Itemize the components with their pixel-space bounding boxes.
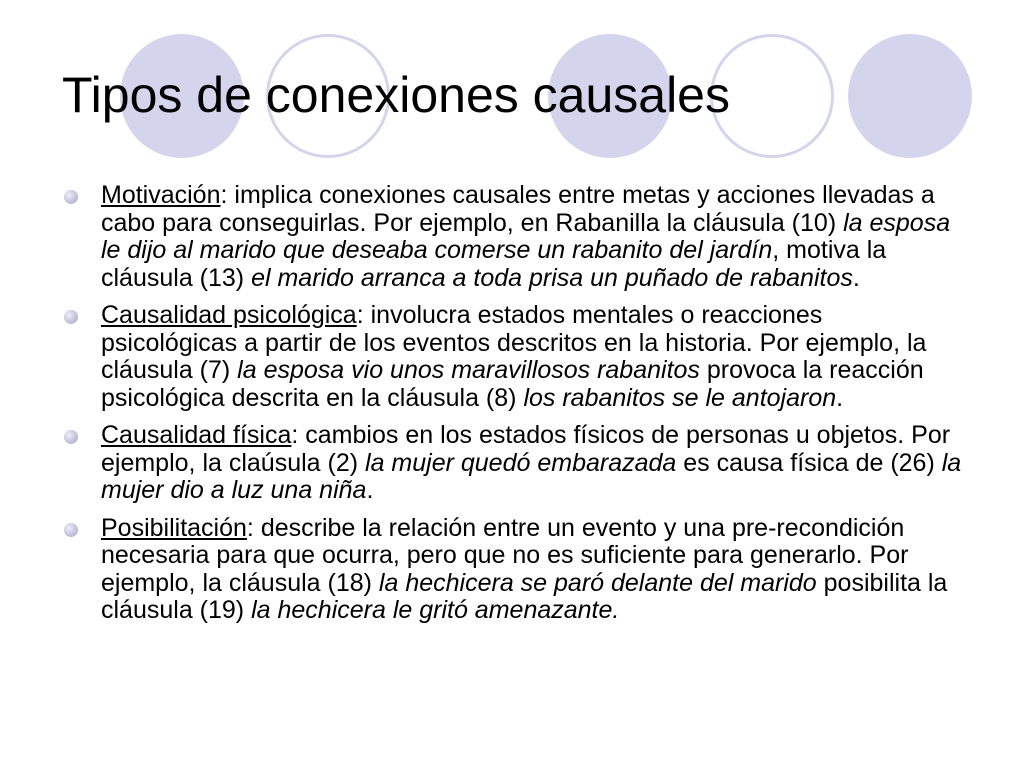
- bullet-example-text: los rabanitos se le antojaron: [523, 383, 837, 412]
- bullet-text: provoca la reacción psicológica descrita en la cláusula (8): [101, 356, 924, 412]
- bullet-text: .: [852, 263, 860, 292]
- bullet-item: [62, 422, 962, 505]
- bullet-text: : cambios en los estados físicos de personas u objetos. Por ejemplo, la claúsula (2): [101, 421, 951, 477]
- slide-title: Tipos de conexiones causales: [62, 67, 730, 123]
- bullet-text: : implica conexiones causales entre metas y acciones llevadas a cabo para conseguirlas. Por ejemplo, en Rabanilla la cláusula (10): [101, 181, 935, 237]
- bullet-text: : involucra estados mentales o reacciones psicológicas a partir de los eventos descritos en la historia. Por ejemplo, la cláusula (7): [101, 301, 927, 384]
- bullet-dot-icon: [64, 190, 78, 204]
- bullet-text: : describe la relación entre un evento y una pre-recondición necesaria para que ocurra, pero que no es suficiente para generarlo. Por ejemplo, la cláusula (18): [101, 513, 909, 597]
- bullet-text: , motiva la cláusula (13): [101, 236, 887, 292]
- bullet-example-text: la esposa vio unos maravillosos rabanitos: [237, 356, 700, 384]
- bullet-term: Causalidad física: [101, 421, 292, 449]
- bullet-dot-icon: [64, 523, 78, 537]
- bullet-item: [62, 182, 962, 292]
- bullet-list: [62, 182, 962, 635]
- bullet-term: Causalidad psicológica: [101, 301, 357, 329]
- bullet-dot-icon: [64, 310, 78, 324]
- bullet-text: posibilita la cláusula (19): [101, 568, 948, 624]
- bullet-text: .: [836, 383, 844, 412]
- bullet-term: Motivación: [101, 181, 221, 209]
- bullet-dot-icon: [64, 430, 78, 444]
- bullet-example-text: la esposa le dijo al marido que deseaba comerse un rabanito del jardín: [101, 208, 951, 264]
- bullet-example-text: la hechicera se paró delante del marido: [378, 568, 817, 597]
- bullet-example-text: la mujer dio a luz una niña: [101, 448, 962, 504]
- bullet-example-text: la mujer quedó embarazada: [365, 448, 677, 477]
- bullet-item: [62, 302, 962, 412]
- bullet-item: [62, 515, 962, 625]
- bullet-text: es causa física de (26): [676, 448, 942, 477]
- bullet-text: .: [366, 476, 374, 504]
- decorative-circle-5: [848, 34, 972, 158]
- bullet-example-text: el marido arranca a toda prisa un puñado de rabanitos: [251, 263, 853, 292]
- bullet-term: Posibilitación: [101, 513, 247, 542]
- bullet-example-text: la hechicera le gritó amenazante.: [251, 596, 620, 624]
